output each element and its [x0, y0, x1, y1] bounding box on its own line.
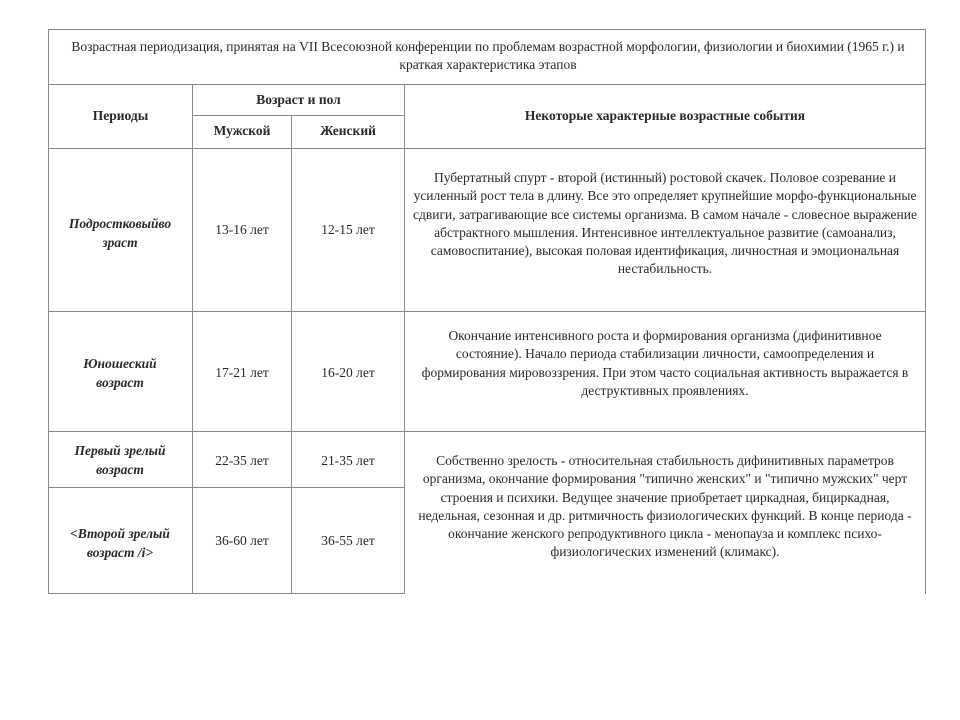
table-bottom-border	[48, 593, 404, 594]
header-periods: Периоды	[92, 108, 149, 123]
row1-male: 13-16 лет	[215, 222, 269, 237]
table-title: Возрастная периодизация, принятая на VII Всесоюзной конференции по проблемам возрастной морфологии, физиологии и биохимии (1965 г.) и краткая характеристика этапов	[71, 39, 905, 72]
title-bottom-border	[48, 84, 926, 85]
row2-period: Юношеский возраст	[83, 356, 157, 390]
table-top-border	[48, 29, 926, 30]
row2-events: Окончание интенсивного роста и формирования организма (дифинитивное состояние). Начало периода стабилизации личности, самоопределения и формирования мировоззрения. При этом часто социальная активность выражается в деструктивных проявлениях.	[421, 328, 909, 398]
row3-period: Первый зрелый возраст	[74, 443, 166, 477]
header-female: Женский	[320, 123, 376, 138]
row2-female: 16-20 лет	[321, 365, 375, 380]
row1-events: Пубертатный спурт - второй (истинный) ростовой скачек. Половое созревание и усиленный рост тела в длину. Все это определяет крупнейшие морфо-функциональные сдвиги, затрагивающие все системы организма. В самом начале - словесное выражение абстрактного мышления. Интенсивное интеллектуальное развитие (самоанализ, самовоспитание), высокая половая идентификация, личностная и эмоциональная нестабильность.	[413, 170, 917, 277]
row1-period: Подростковыйво зраст	[68, 216, 172, 250]
row4-male: 36-60 лет	[215, 533, 269, 548]
header-bottom-border	[48, 148, 926, 149]
row1-female: 12-15 лет	[321, 222, 375, 237]
periods-column-border	[192, 84, 193, 594]
row2-male: 17-21 лет	[215, 365, 269, 380]
table-right-border	[925, 29, 926, 594]
row2-bottom-border	[48, 431, 926, 432]
row3-bottom-border	[48, 487, 404, 488]
row3-female: 21-35 лет	[321, 453, 375, 468]
female-column-border	[404, 84, 405, 594]
age-sex-divider	[192, 115, 404, 116]
header-age-sex: Возраст и пол	[256, 92, 341, 107]
header-events: Некоторые характерные возрастные события	[524, 108, 806, 123]
row3-male: 22-35 лет	[215, 453, 269, 468]
mature-events: Собственно зрелость - относительная стабильность дифинитивных параметров организма, окончание формирования "типично женских" и "типично мужских" черт строения и психики. Ведущее значение приобретает циркадная, бициркадная, недельная, сезонная и др. ритмичность физиологических функций. В конце периода - окончание женского репродуктивного цикла - менопауза и комплекс психо-физиологических изменений (климакс).	[418, 453, 912, 560]
row1-bottom-border	[48, 311, 926, 312]
header-male: Мужской	[213, 123, 271, 138]
male-column-border	[291, 115, 292, 594]
row4-period: <Второй зрелый возраст /i>	[70, 526, 170, 560]
row4-female: 36-55 лет	[321, 533, 375, 548]
